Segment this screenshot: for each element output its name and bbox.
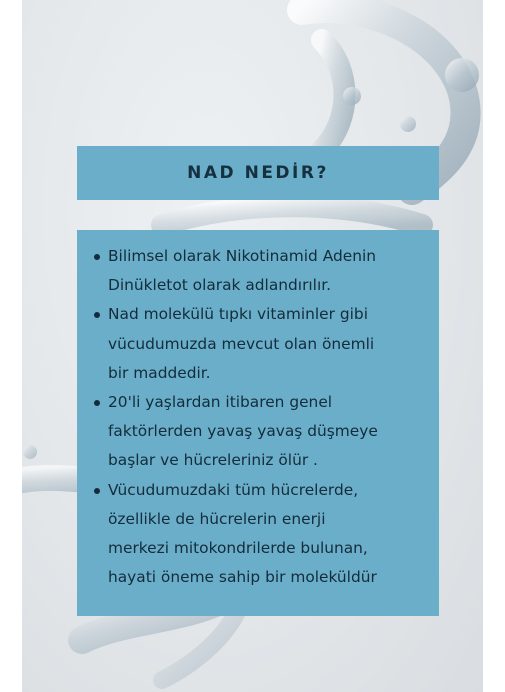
bullet-item: 20'li yaşlardan itibaren genel faktörlerden yavaş yavaş düşmeye başlar ve hücreleriniz ölür .: [91, 388, 437, 476]
info-panel: [77, 230, 439, 616]
bullet-list: [91, 242, 437, 592]
bullet-item: Bilimsel olarak Nikotinamid Adenin Dinükletot olarak adlandırılır.: [91, 242, 437, 300]
title-banner: [77, 146, 439, 200]
page-title: NAD NEDİR?: [187, 163, 329, 183]
bullet-item: Vücudumuzdaki tüm hücrelerde, özellikle de hücrelerin enerji merkezi mitokondrilerde bulunan, hayati öneme sahip bir moleküldür: [91, 476, 437, 593]
bullet-item: Nad molekülü tıpkı vitaminler gibi vücudumuzda mevcut olan önemli bir maddedir.: [91, 300, 437, 388]
